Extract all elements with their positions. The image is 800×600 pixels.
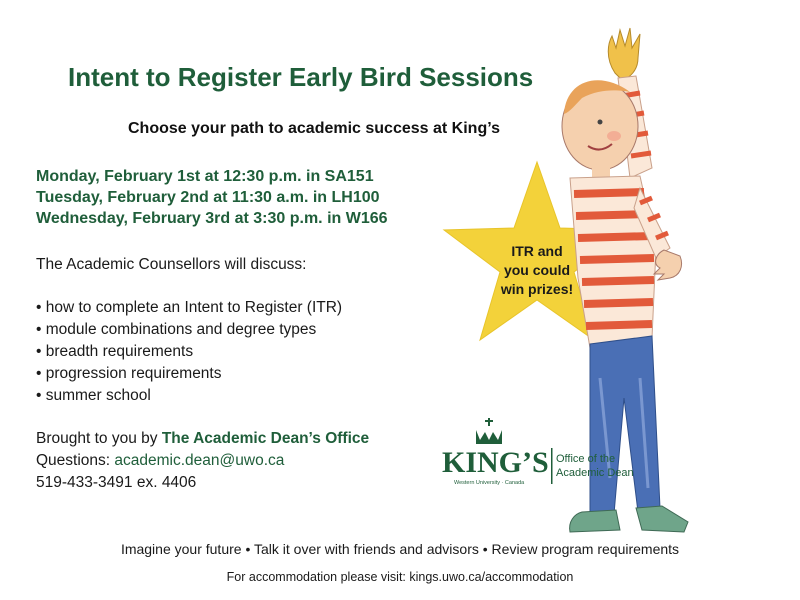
session-monday: Monday, February 1st at 12:30 p.m. in SA151 — [36, 168, 374, 185]
star-text-line: you could — [503, 262, 571, 278]
session-list — [36, 166, 388, 229]
logo-office-line2: Academic Dean — [556, 467, 634, 479]
footer-accommodation: For accommodation please visit: kings.uwo.ca/accommodation — [226, 570, 574, 584]
logo-divider — [551, 448, 553, 484]
contact-block — [36, 428, 369, 494]
footer-tagline: Imagine your future • Talk it over with friends and advisors • Review program requirements — [120, 541, 680, 557]
topics-intro: The Academic Counsellors will discuss: — [36, 256, 307, 273]
questions-prefix: Questions: — [36, 452, 115, 469]
session-wednesday: Wednesday, February 3rd at 3:30 p.m. in W166 — [36, 210, 388, 227]
star-text-line: win prizes! — [500, 281, 574, 297]
logo-office-line1: Office of the — [556, 453, 616, 465]
page-subtitle: Choose your path to academic success at King’s — [128, 120, 500, 137]
questions-line — [36, 450, 369, 472]
kings-logo — [440, 416, 640, 496]
brought-by-prefix: Brought to you by — [36, 430, 162, 447]
kings-logo-image — [440, 416, 640, 496]
logo-tagline: Western University · Canada — [454, 480, 525, 486]
session-tuesday: Tuesday, February 2nd at 11:30 a.m. in LH100 — [36, 189, 380, 206]
brought-by-line — [36, 428, 369, 450]
list-item: • progression requirements — [36, 365, 222, 382]
list-item: • summer school — [36, 387, 151, 404]
star-text-line: ITR and — [511, 243, 563, 259]
list-item: • how to complete an Intent to Register (ITR) — [36, 299, 343, 316]
page-title: Intent to Register Early Bird Sessions — [68, 62, 534, 92]
office-name: The Academic Dean’s Office — [161, 430, 370, 447]
topic-list — [36, 297, 342, 407]
crown-icon — [476, 418, 502, 444]
logo-wordmark: KING’S — [442, 446, 549, 479]
list-item: • module combinations and degree types — [36, 321, 317, 338]
email-link[interactable]: academic.dean@uwo.ca — [114, 452, 285, 469]
list-item: • breadth requirements — [36, 343, 194, 360]
phone-number: 519-433-3491 ex. 4406 — [36, 474, 197, 491]
